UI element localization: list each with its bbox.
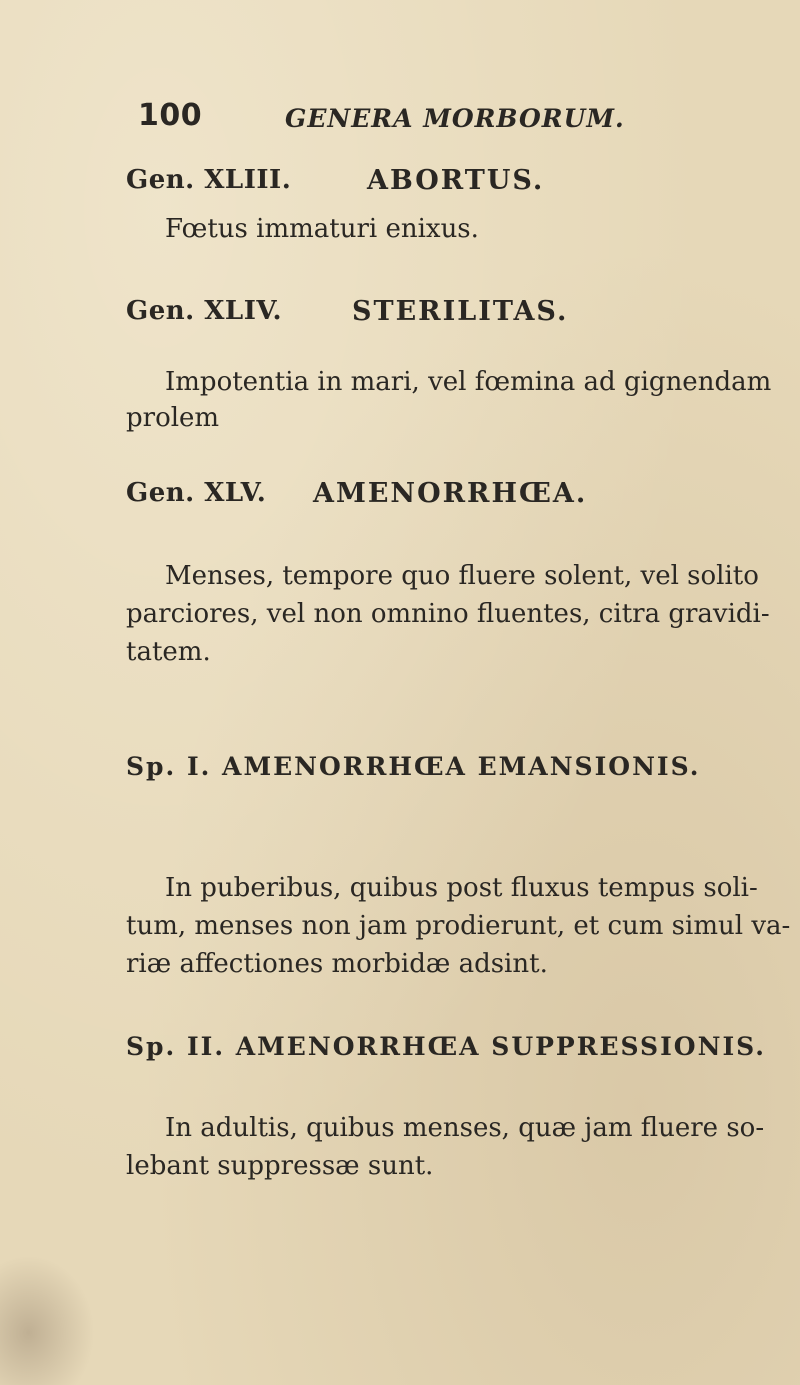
genus-description-amenorrhoea-line-3: tatem. [126,637,211,667]
species-description-emansionis-line-1: In puberibus, quibus post fluxus tempus soli- [165,873,758,903]
species-heading-emansionis: Sp. I. AMENORRHŒA EMANSIONIS. [126,752,701,781]
species-heading-suppressionis: Sp. II. AMENORRHŒA SUPPRESSIONIS. [126,1032,766,1061]
genus-title-abortus: ABORTUS. [367,165,545,196]
genus-description-sterilitas-line-2: prolem [126,403,220,433]
genus-number-44: Gen. XLIV. [126,296,283,326]
page-number: 100 [138,98,203,133]
species-description-suppressionis-line-1: In adultis, quibus menses, quæ jam fluere so- [165,1113,765,1143]
species-description-emansionis-line-2: tum, menses non jam prodierunt, et cum simul va- [126,911,791,941]
genus-number-43: Gen. XLIII. [126,165,292,195]
genus-title-sterilitas: STERILITAS. [352,296,569,327]
genus-number-45: Gen. XLV. [126,478,267,508]
genus-description-sterilitas-line-1: Impotentia in mari, vel fœmina ad gignendam [165,367,772,397]
running-head: GENERA MORBORUM. [285,104,625,133]
genus-description-amenorrhoea-line-2: parciores, vel non omnino fluentes, citra gravidi- [126,599,770,629]
species-description-suppressionis-line-2: lebant suppressæ sunt. [126,1151,434,1181]
genus-title-amenorrhoea: AMENORRHŒA. [313,478,588,509]
genus-description-amenorrhoea-line-1: Menses, tempore quo fluere solent, vel solito [165,561,759,591]
species-description-emansionis-line-3: riæ affectiones morbidæ adsint. [126,949,548,979]
paper-damage-mark [0,1255,95,1385]
genus-description-abortus: Fœtus immaturi enixus. [165,214,479,244]
